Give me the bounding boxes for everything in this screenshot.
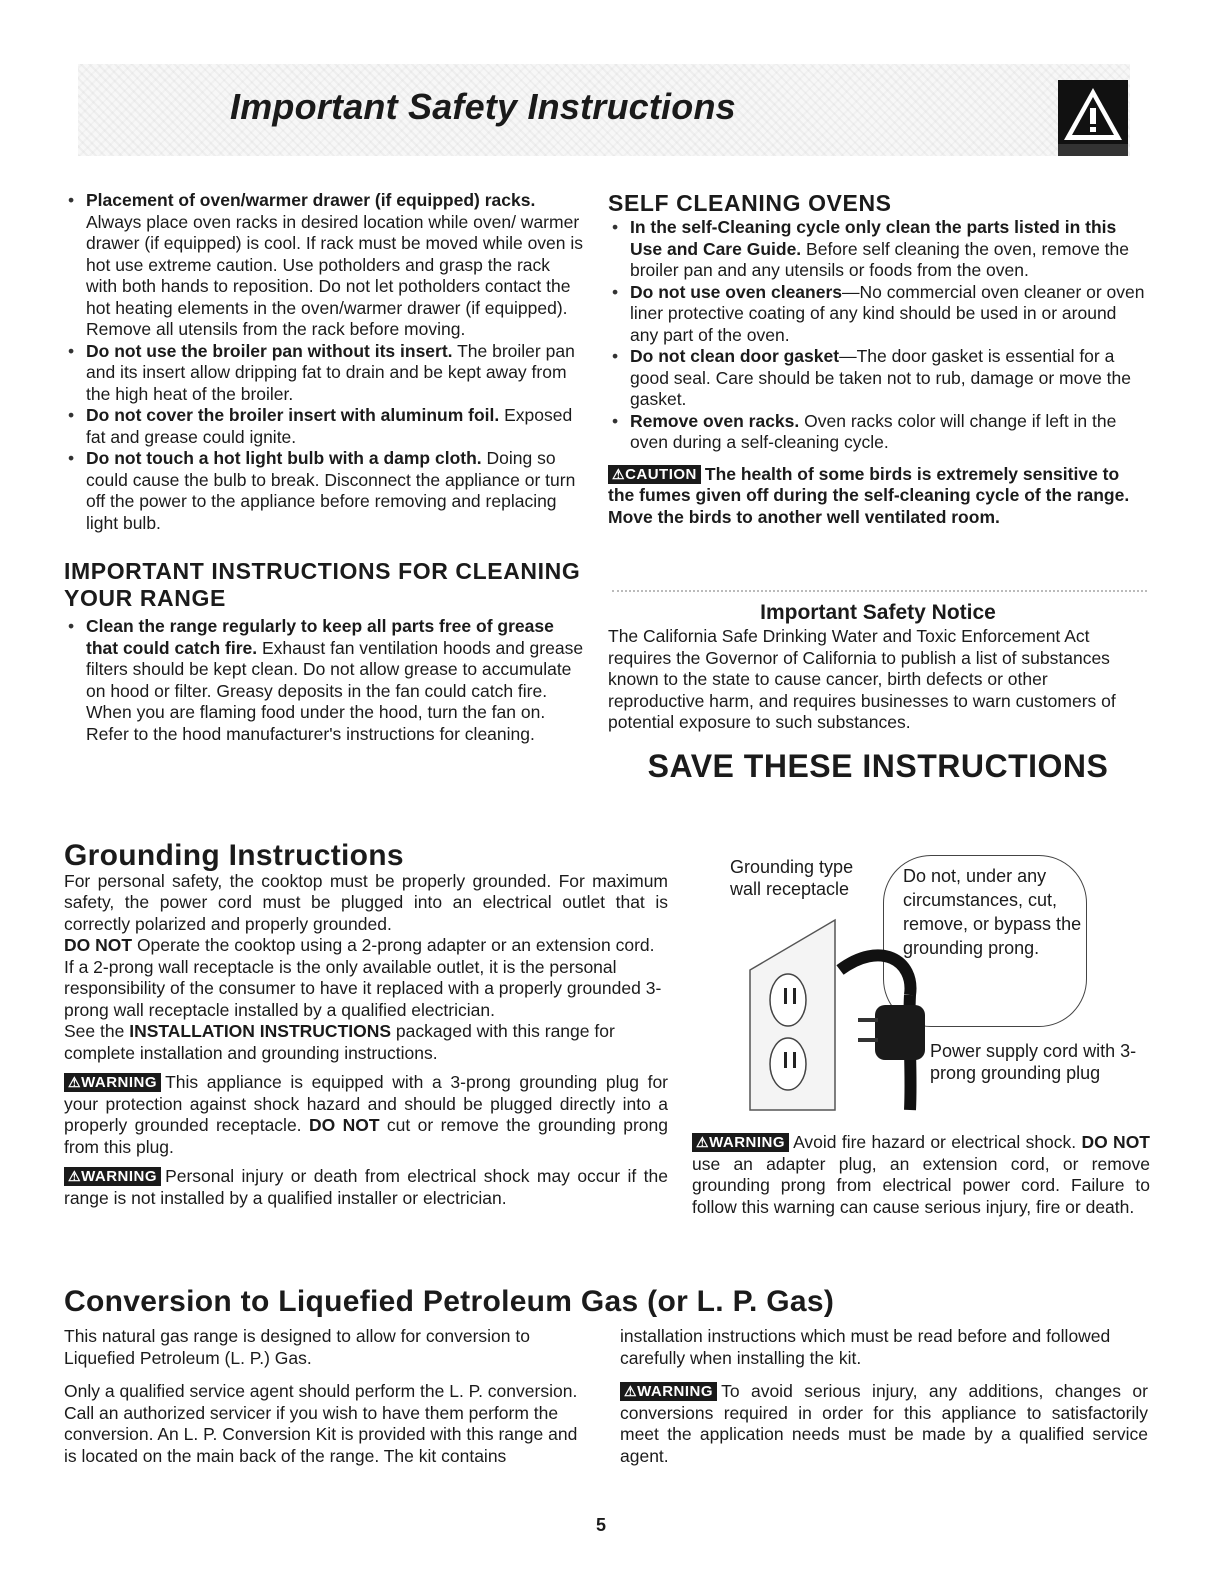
lp-right-column	[620, 1326, 1148, 1467]
warning-triangle-icon	[1058, 80, 1128, 156]
warning-badge	[64, 1073, 161, 1092]
warning-tag-label: WARNING	[637, 1383, 714, 1400]
warning-paragraph	[692, 1132, 1150, 1218]
warning-text: Personal injury or death from electrical shock may occur if the range is not installed by a qualified installer or electrician.	[64, 1166, 668, 1208]
lp-paragraph: installation instructions which must be read before and followed carefully when installing the kit.	[620, 1326, 1111, 1368]
list-item	[608, 282, 1148, 347]
lp-paragraph: This natural gas range is designed to allow for conversion to Liquefied Petroleum (L. P.) Gas.	[64, 1326, 530, 1368]
cord-label: Power supply cord with 3-prong grounding plug	[930, 1041, 1137, 1083]
alert-icon: ⚠	[696, 1134, 710, 1150]
bullet-text: —The door gasket is essential for a good seal. Care should be taken not to rub, damage or move the gasket.	[630, 346, 1132, 409]
bullet-bold: Placement of oven/warmer drawer (if equipped) racks.	[86, 190, 536, 210]
callout-text: Do not, under any circumstances, cut, remove, or bypass the grounding prong.	[903, 866, 1082, 958]
notice-text: The California Safe Drinking Water and Toxic Enforcement Act requires the Governor of California to publish a list of substances known to the state to cause cancer, birth defects or other reproductive harm, and requires businesses to warn customers of potential exposure to such substances.	[608, 626, 1116, 732]
warning-paragraph	[620, 1381, 1148, 1467]
do-not-label: DO NOT	[1081, 1132, 1150, 1152]
lp-paragraph: Only a qualified service agent should perform the L. P. conversion. Call an authorized servicer if you wish to have them perform the conversion. An L. P. Conversion Kit is provided with this range and is located on the main back of the range. The kit contains	[64, 1381, 578, 1466]
alert-icon: ⚠	[612, 465, 626, 482]
grounding-text: Operate the cooktop using a 2-prong adapter or an extension cord. If a 2-prong wall receptacle is the only available outlet, it is the personal responsibility of the consumer to have it replaced with a properly grounded 3-prong wall receptacle installed by a qualified electrician.	[64, 935, 662, 1020]
right-column	[608, 190, 1148, 528]
list-item	[64, 341, 584, 406]
grounding-text: See the	[64, 1021, 130, 1041]
grounding-warning-right	[692, 1132, 1150, 1218]
grounding-paragraph	[64, 1021, 668, 1064]
self-cleaning-heading: SELF CLEANING OVENS	[608, 190, 892, 216]
grounding-heading: Grounding Instructions	[64, 839, 404, 872]
bullet-text: Exhaust fan ventilation hoods and grease filters should be kept clean. Do not allow grease to accumulate on hood or filter. Greasy deposits in the fan could catch fire. When you are flaming food under the hood, turn the fan on. Refer to the hood manufacturer's instructions for cleaning.	[86, 637, 584, 744]
cleaning-heading: IMPORTANT INSTRUCTIONS FOR CLEANING YOUR RANGE	[64, 558, 581, 611]
caution-text: The health of some birds is extremely sensitive to the fumes given off during the self-cleaning cycle of the range. Move the birds to another well ventilated room.	[608, 463, 1130, 527]
grounding-paragraph: For personal safety, the cooktop must be properly grounded. For maximum safety, the power cord must be plugged into an electrical outlet that is correctly polarized and properly grounded.	[64, 870, 668, 934]
lp-heading: Conversion to Liquefied Petroleum Gas (or L. P. Gas)	[64, 1285, 835, 1318]
list-item	[608, 217, 1148, 282]
bullet-bold: Do not clean door gasket	[630, 346, 840, 366]
bullet-bold: Remove oven racks.	[630, 410, 800, 431]
lp-left-column	[64, 1326, 594, 1467]
list-item	[64, 190, 584, 341]
warning-tag-label: WARNING	[81, 1168, 158, 1185]
caution-badge	[608, 465, 701, 484]
warning-badge	[64, 1167, 161, 1186]
page-number: 5	[596, 1515, 607, 1535]
warning-tag-label: WARNING	[709, 1134, 786, 1151]
bullet-text: Oven racks color will change if left in the oven during a self-cleaning cycle.	[630, 410, 1117, 452]
alert-icon: ⚠	[68, 1168, 82, 1184]
bullet-text: —No commercial oven cleaner or oven liner protective coating of any kind should be used in or around any part of the oven.	[630, 281, 1145, 345]
bullet-text: Before self cleaning the oven, remove the broiler pan and any utensils or foods from the oven.	[630, 238, 1130, 280]
self-cleaning-bullet-list	[608, 217, 1148, 454]
grounding-text: packaged with this range for complete installation and grounding instructions.	[64, 1021, 615, 1063]
bullet-text: Exposed fat and grease could ignite.	[86, 405, 573, 447]
warning-text: Avoid fire hazard or electrical shock.	[793, 1132, 1082, 1152]
wall-receptacle-illustration	[740, 900, 940, 1120]
bullet-text: Doing so could cause the bulb to break. Disconnect the appliance or turn off the power to the appliance before removing and replacing light bulb.	[86, 448, 576, 533]
bullet-bold: In the self-Cleaning cycle only clean the parts listed in this Use and Care Guide.	[630, 217, 1117, 259]
caution-paragraph	[608, 464, 1148, 529]
bullet-bold: Do not use oven cleaners	[630, 281, 843, 302]
list-item	[64, 448, 584, 534]
warning-text: This appliance is equipped with a 3-prong grounding plug for your protection against shock hazard and should be plugged directly into a properly grounded receptacle.	[64, 1072, 668, 1135]
list-item	[608, 411, 1148, 454]
save-instructions-heading: SAVE THESE INSTRUCTIONS	[647, 747, 1109, 784]
warning-paragraph	[64, 1072, 668, 1158]
do-not-label: DO NOT	[64, 935, 133, 955]
list-item	[64, 405, 584, 448]
alert-icon: ⚠	[68, 1074, 82, 1090]
bullet-text: Always place oven racks in desired location while oven/ warmer drawer (if equipped) is cool. If rack must be moved while oven is hot use extreme caution. Use potholders and grasp the rack with both hands to reposition. Do not let potholders contact the hot heating elements in the oven/warmer drawer (if equipped). Remove all utensils from the rack before moving.	[86, 211, 584, 339]
safety-bullet-list	[64, 190, 584, 534]
page-title: Important Safety Instructions	[230, 86, 736, 127]
grounding-section	[64, 839, 668, 1209]
bullet-bold: Do not touch a hot light bulb with a damp cloth.	[86, 448, 482, 468]
left-column	[64, 190, 584, 745]
warning-paragraph	[64, 1166, 668, 1209]
install-instructions-label: INSTALLATION INSTRUCTIONS	[129, 1021, 392, 1041]
grounding-paragraph	[64, 935, 668, 1021]
bullet-bold: Clean the range regularly to keep all parts free of grease that could catch fire.	[86, 616, 554, 658]
receptacle-label: Grounding type wall receptacle	[730, 857, 854, 899]
section-divider	[612, 590, 1147, 592]
warning-badge	[692, 1133, 789, 1152]
warning-text: To avoid serious injury, any additions, changes or conversions required in order for this appliance to satisfactorily meet the application needs must be made by a qualified service agent.	[620, 1381, 1148, 1466]
warning-text: use an adapter plug, an extension cord, or remove grounding prong from electrical power cord. Failure to follow this warning can cause serious injury, fire or death.	[692, 1153, 1150, 1217]
safety-notice	[608, 600, 1148, 784]
warning-tag-label: WARNING	[81, 1074, 158, 1091]
warning-badge	[620, 1382, 717, 1401]
bullet-bold: Do not cover the broiler insert with aluminum foil.	[86, 405, 500, 425]
bullet-text: The broiler pan and its insert allow dripping fat to drain and be kept away from the high heat of the broiler.	[86, 340, 575, 404]
notice-heading: Important Safety Notice	[760, 601, 996, 624]
list-item	[64, 616, 584, 745]
warning-text: cut or remove the grounding prong from this plug.	[64, 1115, 668, 1157]
caution-tag-label: CAUTION	[625, 465, 697, 483]
do-not-label: DO NOT	[308, 1115, 380, 1135]
alert-icon: ⚠	[624, 1383, 638, 1399]
cleaning-bullet-list	[64, 616, 584, 745]
list-item	[608, 346, 1148, 411]
bullet-bold: Do not use the broiler pan without its insert.	[86, 340, 453, 361]
